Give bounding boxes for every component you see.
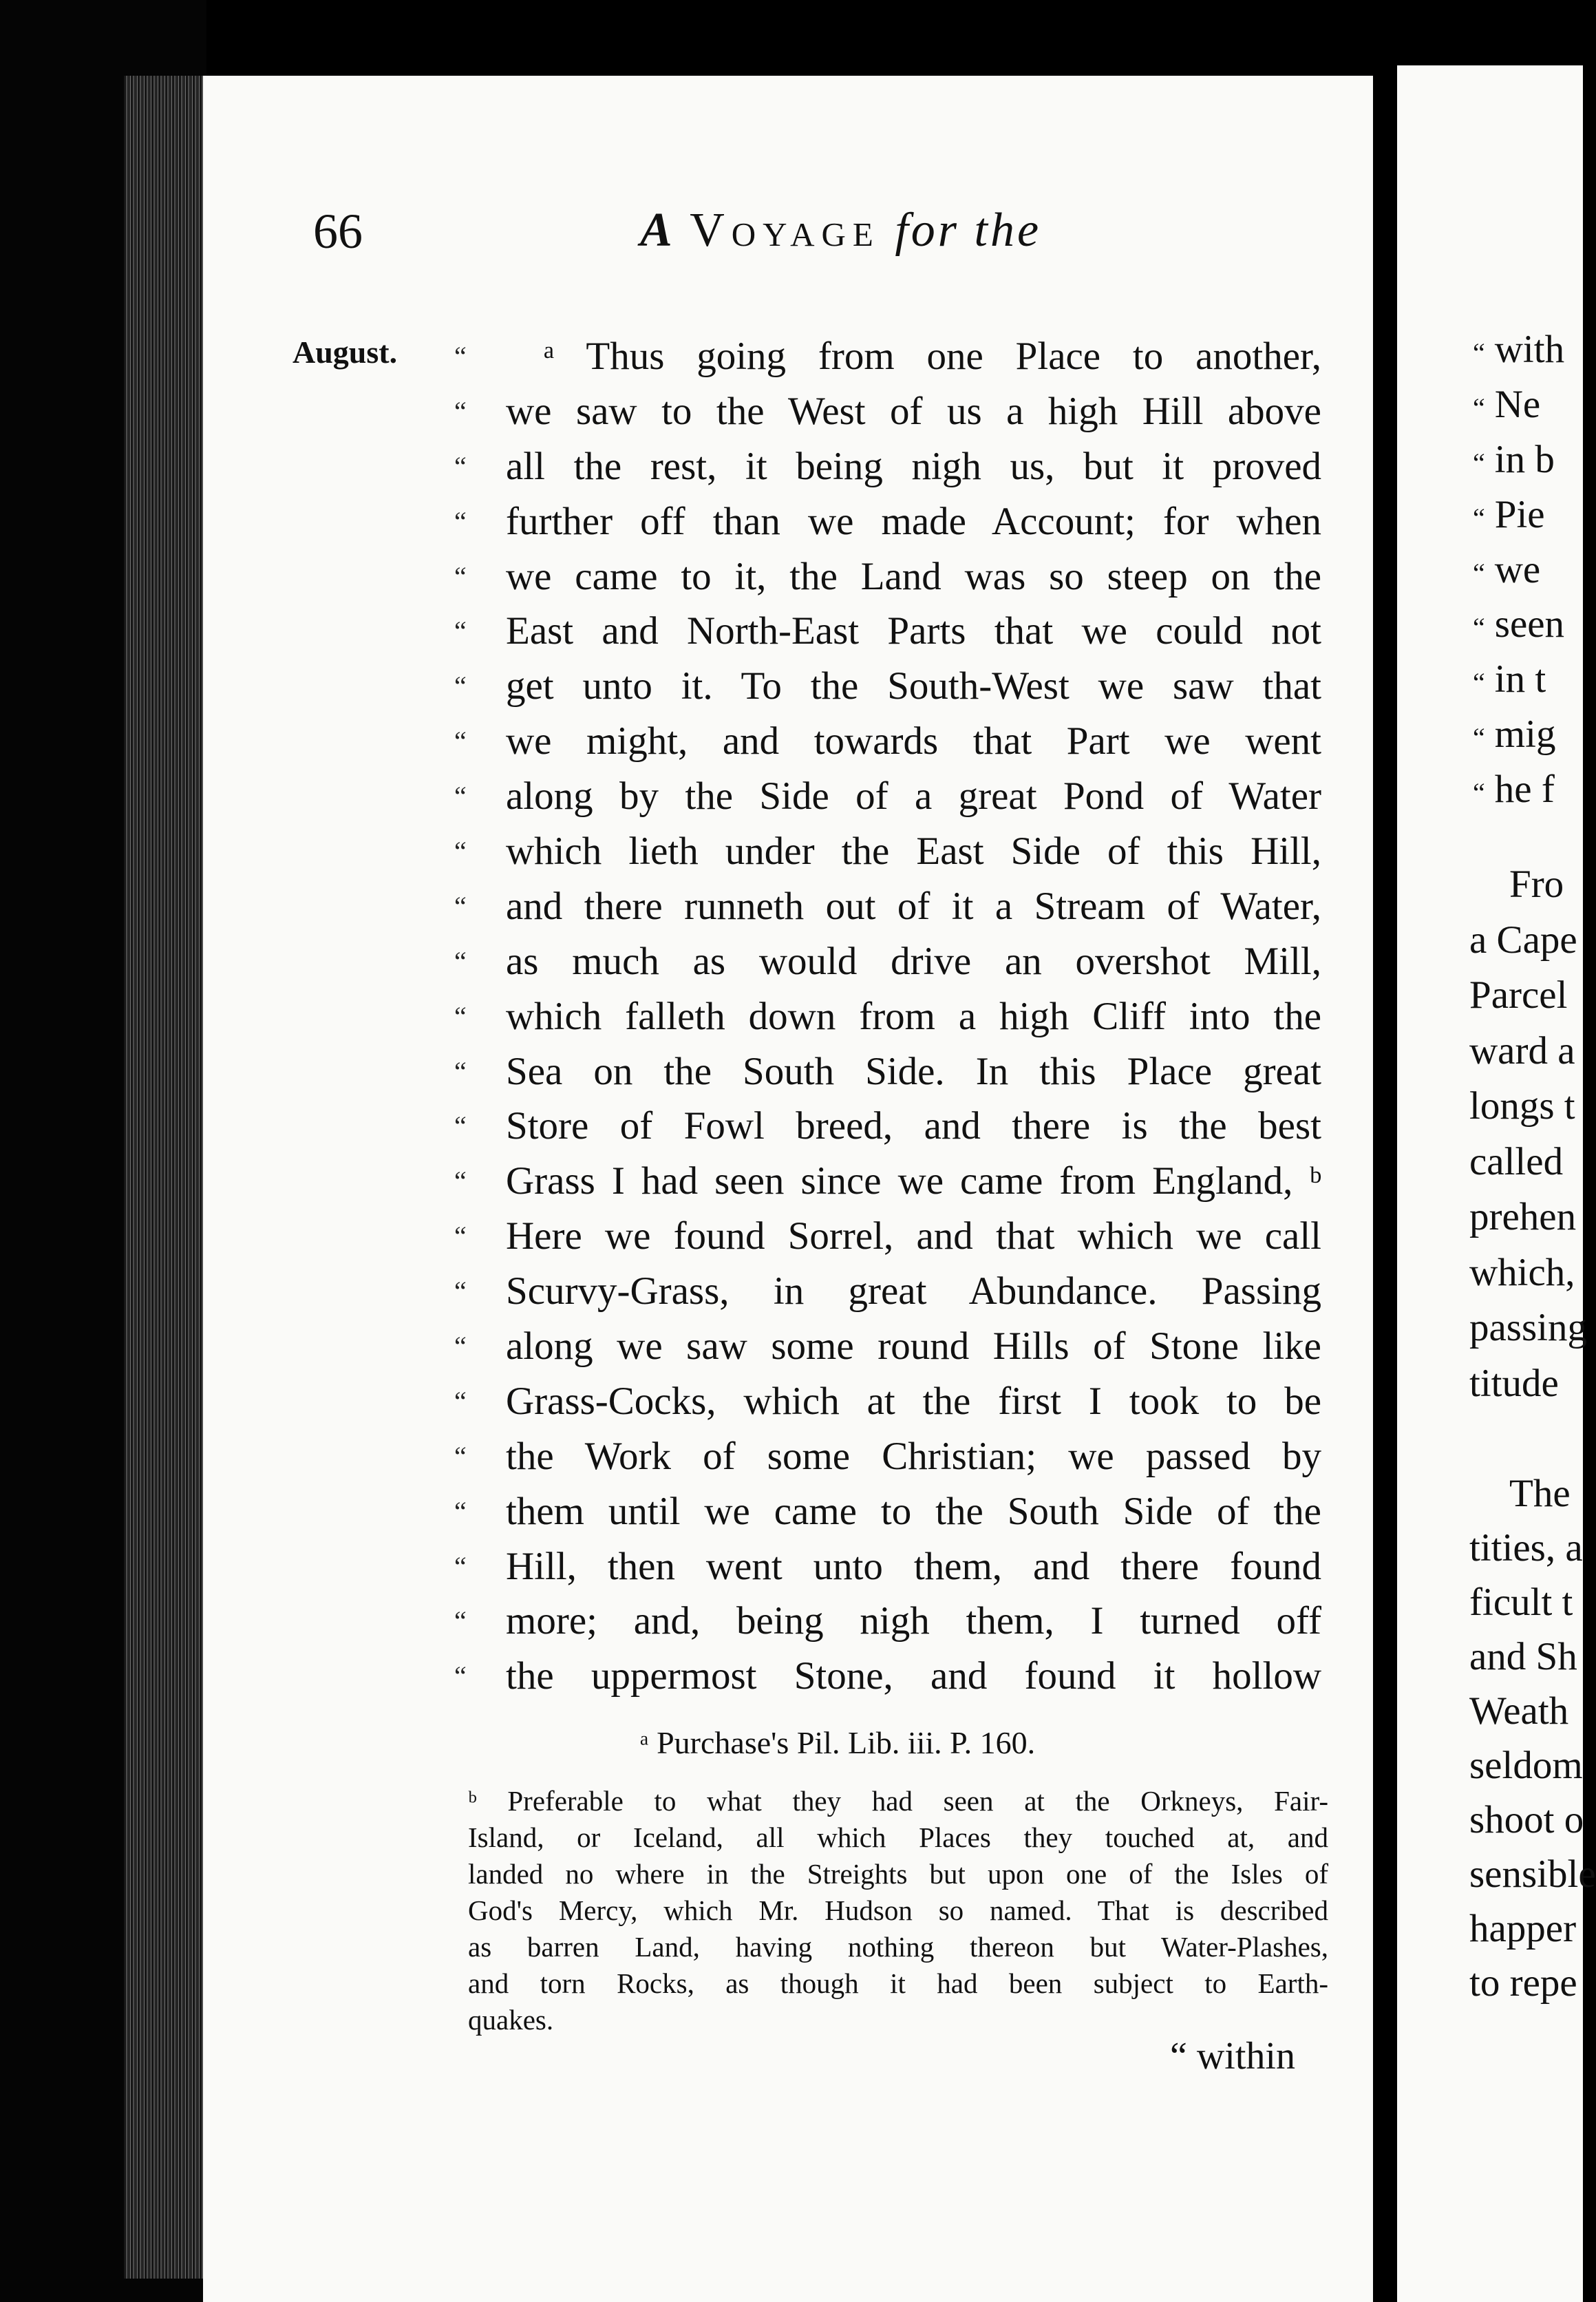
right-page-line-text: Ne — [1494, 382, 1541, 426]
footnote-b-line: and torn Rocks, as though it had been subject to Earth- — [468, 1967, 1328, 1999]
body-line-text: Scurvy-Grass, in great Abundance. Passing — [506, 1269, 1321, 1313]
right-page-line — [1473, 322, 1564, 377]
right-page-line: and Sh — [1469, 1635, 1577, 1678]
body-line — [454, 494, 1321, 549]
right-page-line — [1473, 487, 1564, 542]
right-page-line-text: mig — [1494, 712, 1556, 757]
body-line-text: ᵃ Thus going from one Place to another, — [544, 335, 1321, 378]
quote-mark: “ — [1473, 392, 1485, 423]
quote-mark: “ — [1473, 557, 1485, 589]
margin-note-month: August. — [292, 335, 398, 370]
quote-mark: “ — [1473, 337, 1485, 368]
quote-mark: “ — [1473, 777, 1485, 809]
quote-mark: “ — [454, 505, 467, 537]
right-page-line-text: seen — [1494, 602, 1565, 646]
right-page-line: sensible — [1469, 1852, 1596, 1896]
right-page-line — [1473, 432, 1564, 487]
right-page-line — [1473, 652, 1564, 707]
quote-mark: “ — [454, 781, 467, 812]
quote-mark: “ — [454, 1385, 467, 1417]
right-page-line: The — [1509, 1472, 1571, 1515]
body-line-text: Store of Fowl breed, and there is the best — [506, 1104, 1321, 1148]
body-line — [454, 1484, 1321, 1539]
running-head-for-the: for the — [895, 204, 1042, 257]
quote-mark: “ — [1473, 447, 1485, 478]
right-page-line: which, — [1469, 1250, 1575, 1294]
right-page-line: Parcel — [1469, 973, 1568, 1017]
catchword: “ within — [1170, 2035, 1295, 2078]
running-head — [640, 204, 1042, 257]
right-page-line — [1473, 542, 1564, 598]
quote-mark: “ — [454, 615, 467, 647]
footnote-b-line: quakes. — [468, 2004, 554, 2036]
body-line — [454, 1594, 1321, 1649]
right-page-quoted-lines — [1473, 322, 1564, 817]
right-page-line: longs t — [1469, 1084, 1575, 1128]
body-line-text: which falleth down from a high Cliff into the — [506, 994, 1321, 1038]
body-line-text: the Work of some Christian; we passed by — [506, 1434, 1321, 1478]
body-line-text: the uppermost Stone, and found it hollow — [506, 1654, 1321, 1698]
body-line — [454, 549, 1321, 604]
quote-mark: “ — [454, 395, 467, 427]
body-line-text: we saw to the West of us a high Hill above — [506, 389, 1321, 433]
body-line-text: Sea on the South Side. In this Place great — [506, 1049, 1321, 1093]
body-line-text: we came to it, the Land was so steep on the — [506, 554, 1321, 598]
body-line — [454, 1319, 1321, 1374]
body-line — [454, 824, 1321, 879]
body-line-text: East and North-East Parts that we could not — [506, 609, 1321, 653]
body-line-text: which lieth under the East Side of this Hill, — [506, 830, 1321, 874]
right-page-line — [1473, 707, 1564, 762]
right-page-line-text: in t — [1494, 657, 1546, 701]
body-line — [454, 604, 1321, 659]
right-page-line-text: with — [1494, 328, 1565, 371]
body-line — [454, 659, 1321, 714]
right-page-line: shoot o — [1469, 1798, 1584, 1841]
quote-mark: “ — [454, 1276, 467, 1307]
right-page-line: to repe — [1469, 1961, 1577, 2005]
body-line-text: we might, and towards that Part we went — [506, 719, 1321, 763]
right-page-line: tities, a — [1469, 1526, 1583, 1570]
right-page-line — [1473, 377, 1564, 432]
right-page-line: ward a — [1469, 1028, 1575, 1073]
quote-mark: “ — [454, 1495, 467, 1527]
body-line-text: them until we came to the South Side of the — [506, 1489, 1321, 1533]
right-page-line-text: Pie — [1494, 492, 1545, 536]
quote-mark: “ — [454, 560, 467, 592]
right-page-line-text: in b — [1494, 437, 1555, 481]
quote-mark: “ — [454, 726, 467, 757]
quote-mark: “ — [454, 836, 467, 867]
footnote-b-line: Island, or Iceland, all which Places they touched at, and — [468, 1821, 1328, 1853]
quote-mark: “ — [454, 1055, 467, 1087]
body-line-text: get unto it. To the South-West we saw that — [506, 664, 1321, 708]
quote-mark: “ — [454, 945, 467, 977]
right-page-line-text: we — [1494, 547, 1541, 591]
quote-mark: “ — [454, 1605, 467, 1637]
body-line — [454, 934, 1321, 989]
body-line-text: as much as would drive an overshot Mill, — [506, 939, 1321, 983]
right-page-line: a Cape — [1469, 918, 1577, 962]
right-page-line: prehen — [1469, 1195, 1577, 1238]
quote-mark: “ — [454, 341, 467, 372]
body-line — [454, 1209, 1321, 1264]
running-head-a: A — [640, 204, 675, 257]
body-line — [454, 1429, 1321, 1484]
body-line-text: Grass-Cocks, which at the first I took to be — [506, 1379, 1321, 1423]
body-line — [454, 329, 1321, 384]
body-line — [454, 384, 1321, 439]
quote-mark: “ — [1473, 502, 1485, 534]
body-line-text: along we saw some round Hills of Stone like — [506, 1324, 1321, 1369]
quote-mark: “ — [454, 1221, 467, 1252]
right-page-line: seldom — [1469, 1744, 1583, 1787]
body-line — [454, 439, 1321, 494]
body-line — [454, 989, 1321, 1044]
quote-mark: “ — [454, 670, 467, 702]
body-text — [454, 329, 1321, 1704]
body-line — [454, 1099, 1321, 1154]
body-line — [454, 1154, 1321, 1209]
quote-mark: “ — [1473, 667, 1485, 699]
body-line — [454, 879, 1321, 934]
body-line — [454, 1539, 1321, 1594]
page-divider — [1373, 0, 1397, 2302]
quote-mark: “ — [454, 450, 467, 482]
quote-mark: “ — [454, 890, 467, 922]
footnote-b-line: ᵇ Preferable to what they had seen at the Orkneys, Fair- — [468, 1785, 1328, 1817]
page-edge-texture — [124, 76, 203, 2279]
right-page-line: Weath — [1469, 1689, 1569, 1733]
footnote-a: ᵃ Purchase's Pil. Lib. iii. P. 160. — [640, 1725, 1036, 1760]
page-number: 66 — [313, 204, 363, 259]
right-page-line: Fro — [1509, 863, 1564, 906]
footnote-b-line: as barren Land, having nothing thereon but Water-Plashes, — [468, 1931, 1328, 1963]
right-page-line: happer — [1469, 1907, 1577, 1950]
right-page-line: titude — [1469, 1361, 1559, 1405]
right-page-line — [1473, 762, 1564, 817]
right-page-line — [1473, 597, 1564, 652]
body-line — [454, 769, 1321, 824]
body-line-text: Here we found Sorrel, and that which we call — [506, 1214, 1321, 1258]
body-line-text: further off than we made Account; for when — [506, 499, 1321, 543]
body-line — [454, 714, 1321, 769]
quote-mark: “ — [1473, 722, 1485, 754]
right-page-paragraph-1 — [1469, 857, 1587, 1411]
body-line-text: more; and, being nigh them, I turned off — [506, 1599, 1321, 1643]
right-page-line: ficult t — [1469, 1581, 1573, 1624]
running-head-voyage: Voyage — [690, 204, 880, 257]
body-line — [454, 1044, 1321, 1099]
right-page-paragraph-2 — [1469, 1466, 1596, 2010]
quote-mark: “ — [454, 1440, 467, 1472]
body-line — [454, 1649, 1321, 1704]
quote-mark: “ — [454, 1165, 467, 1197]
body-line-text: all the rest, it being nigh us, but it proved — [506, 444, 1321, 488]
body-line-text: and there runneth out of it a Stream of Water, — [506, 884, 1321, 928]
quote-mark: “ — [1473, 612, 1485, 644]
quote-mark: “ — [454, 1110, 467, 1142]
quote-mark: “ — [454, 1660, 467, 1692]
quote-mark: “ — [454, 1550, 467, 1582]
footnote-b-line: God's Mercy, which Mr. Hudson so named. That is described — [468, 1894, 1328, 1926]
body-line — [454, 1264, 1321, 1319]
quote-mark: “ — [454, 1331, 467, 1362]
body-line-text: Hill, then went unto them, and there found — [506, 1544, 1321, 1588]
right-page-line-text: he f — [1494, 768, 1555, 812]
right-page-line: called — [1469, 1139, 1564, 1183]
body-line-text: Grass I had seen since we came from England, ᵇ — [506, 1159, 1321, 1203]
body-line-text: along by the Side of a great Pond of Water — [506, 774, 1321, 819]
body-line — [454, 1374, 1321, 1429]
quote-mark: “ — [454, 1000, 467, 1032]
footnote-b — [468, 1783, 1328, 2038]
right-page-line: passing — [1469, 1306, 1587, 1349]
footnote-b-line: landed no where in the Streights but upon one of the Isles of — [468, 1858, 1328, 1890]
